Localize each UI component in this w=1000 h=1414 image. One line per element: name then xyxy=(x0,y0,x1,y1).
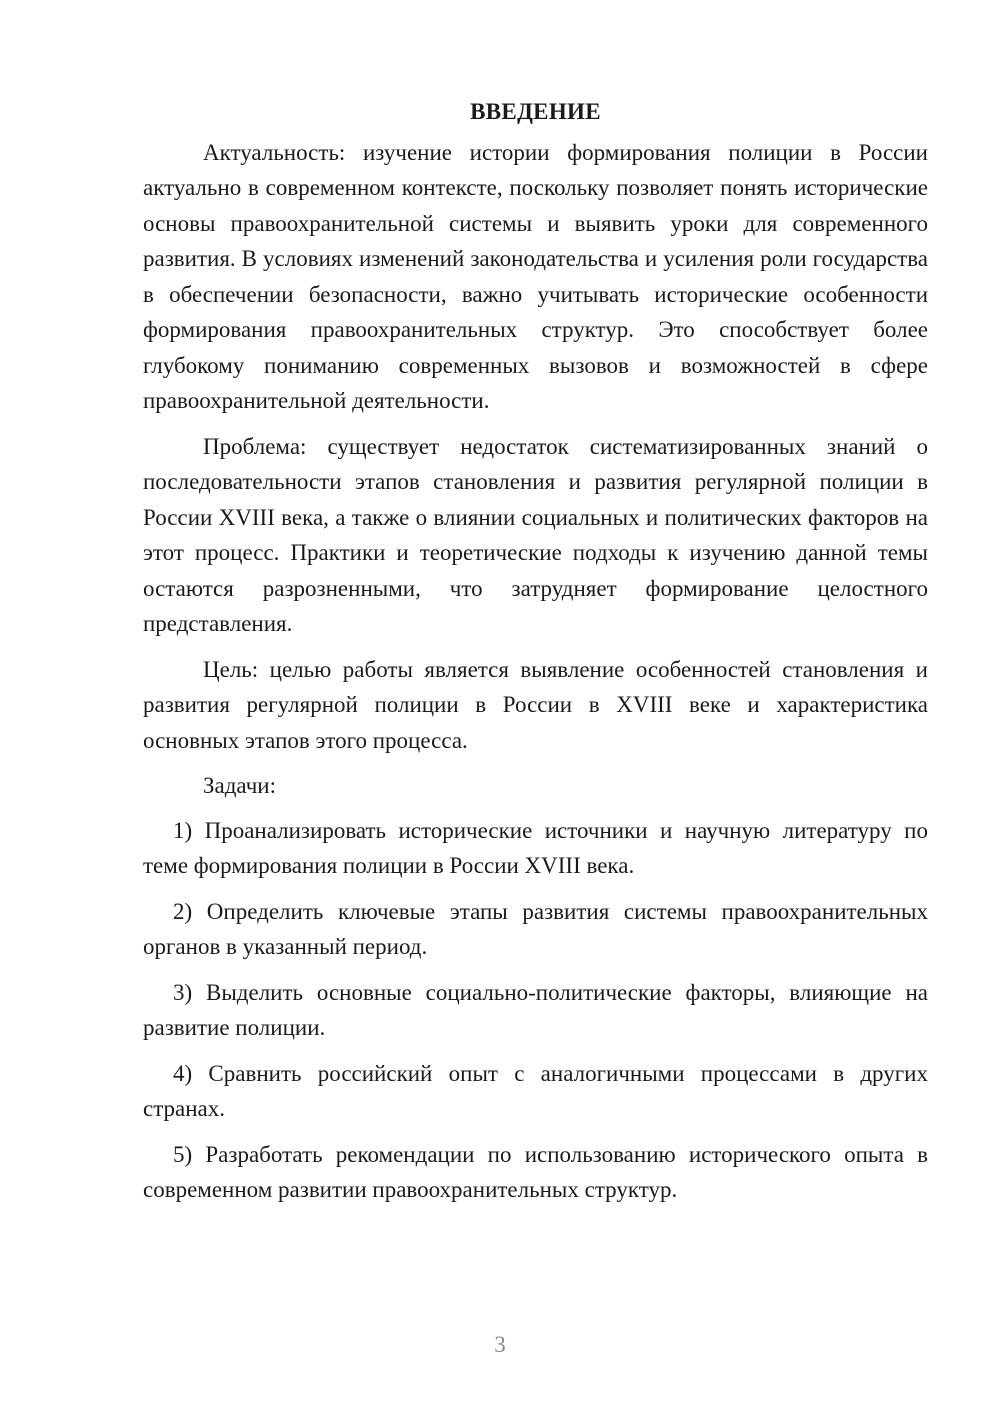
task-item-5: 5) Разработать рекомендации по использованию исторического опыта в современном развитии правоохранительных структур. xyxy=(143,1141,928,1202)
paragraph-goal: Цель: целью работы является выявление особенностей становления и развития регулярной полиции в России в XVIII веке и характеристика основных этапов этого процесса. xyxy=(143,656,928,753)
section-title: ВВЕДЕНИЕ xyxy=(470,99,601,124)
task-item-3: 3) Выделить основные социально-политические факторы, влияющие на развитие полиции. xyxy=(143,979,928,1040)
task-item-2: 2) Определить ключевые этапы развития системы правоохранительных органов в указанный период. xyxy=(143,898,928,959)
paragraph-relevance: Актуальность: изучение истории формирования полиции в России актуально в современном контексте, поскольку позволяет понять исторические основы правоохранительной системы и выявить уроки для современного развития. В условиях изменений законодательства и усиления роли государства в обеспечении безопасности, важно учитывать исторические особенности формирования правоохранительных структур. Это способствует более глубокому пониманию современных вызовов и возможностей в сфере правоохранительной деятельности. xyxy=(143,139,928,413)
page-number: 3 xyxy=(494,1332,506,1357)
paragraph-problem: Проблема: существует недостаток систематизированных знаний о последовательности этапов становления и развития регулярной полиции в России XVIII века, а также о влиянии социальных и политических факторов на этот процесс. Практики и теоретические подходы к изучению данной темы остаются разрозненными, что затрудняет формирование целостного представления. xyxy=(143,433,928,636)
tasks-list xyxy=(143,813,928,1208)
tasks-heading: Задачи: xyxy=(203,773,276,798)
document-body xyxy=(143,94,928,1218)
task-item-4: 4) Сравнить российский опыт с аналогичными процессами в других странах. xyxy=(143,1060,928,1121)
task-item-1: 1) Проанализировать исторические источники и научную литературу по теме формирования полиции в России XVIII века. xyxy=(143,817,928,878)
